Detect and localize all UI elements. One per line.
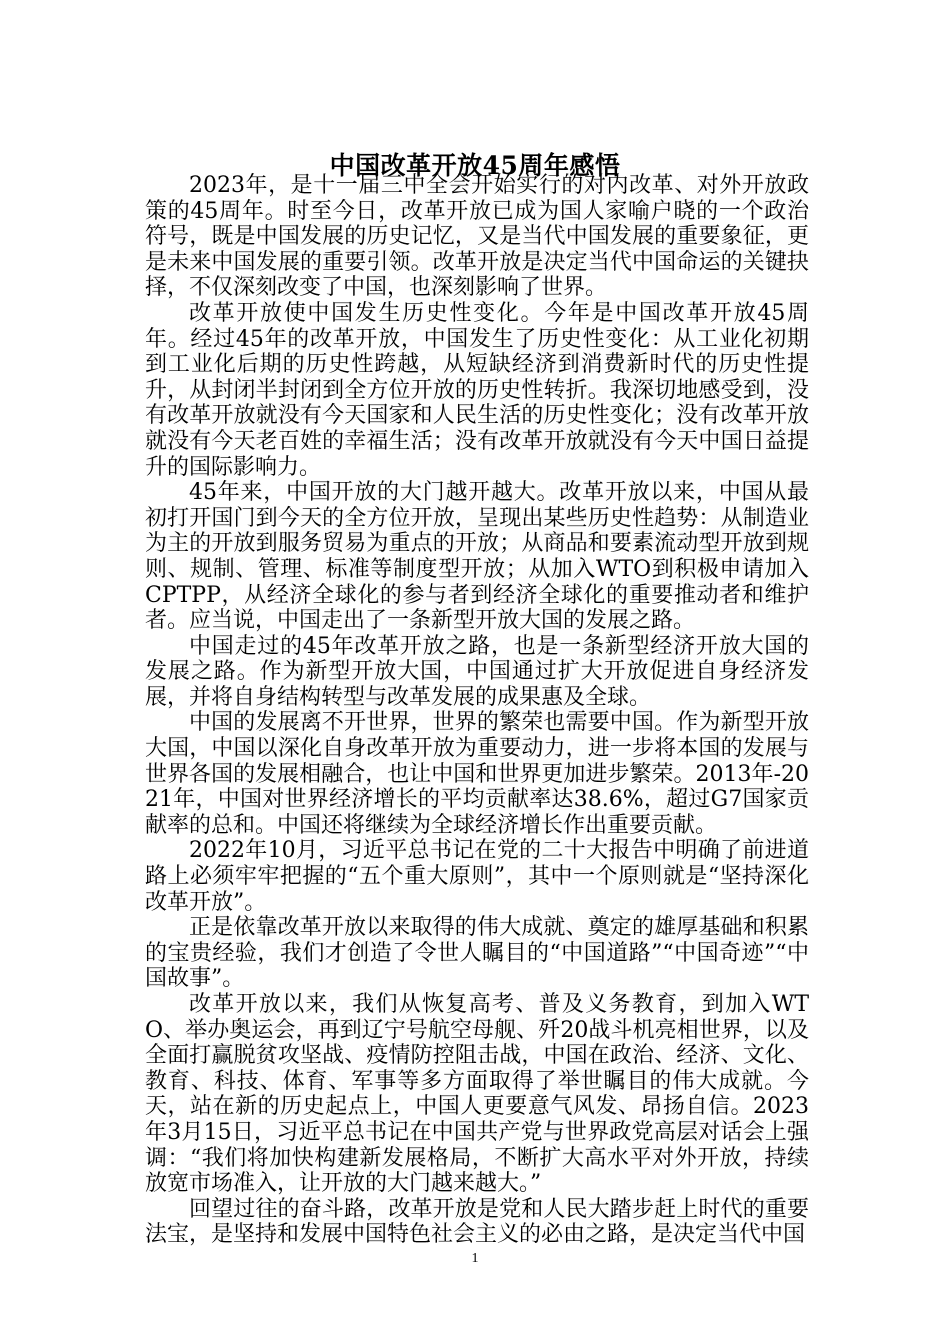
paragraph-8: 改革开放以来，我们从恢复高考、普及义务教育，到加入WTO、举办奥运会，再到辽宁号航空母舰、歼20战斗机亮相世界，以及全面打赢脱贫攻坚战、疫情防控阻击战，中国在政治、经济、文化、教育、科技、体育、军事等多方面取得了举世瞩目的伟大成就。今天，站在新的历史起点上，中国人更要意气风发、昂扬自信。2023年3月15日，习近平总书记在中国共产党与世界政党高层对话会上强调：“我们将加快构建新发展格局，不断扩大高水平对外开放，持续放宽市场准入，让开放的大门越来越大。” — [145, 992, 809, 1197]
paragraph-6: 2022年10月，习近平总书记在党的二十大报告中明确了前进道路上必须牢牢把握的“五个重大原则”，其中一个原则就是“坚持深化改革开放”。 — [145, 838, 809, 915]
paragraph-3: 45年来，中国开放的大门越开越大。改革开放以来，中国从最初打开国门到今天的全方位开放，呈现出某些历史性趋势：从制造业为主的开放到服务贸易为重点的开放；从商品和要素流动型开放到规则、规制、管理、标准等制度型开放；从加入WTO到积极申请加入CPTPP，从经济全球化的参与者到经济全球化的重要推动者和维护者。应当说，中国走出了一条新型开放大国的发展之路。 — [145, 480, 809, 634]
paragraph-7: 正是依靠改革开放以来取得的伟大成就、奠定的雄厚基础和积累的宝贵经验，我们才创造了令世人瞩目的“中国道路”“中国奇迹”“中国故事”。 — [145, 915, 809, 992]
document-body — [145, 173, 809, 1248]
paragraph-4: 中国走过的45年改革开放之路，也是一条新型经济开放大国的发展之路。作为新型开放大国，中国通过扩大开放促进自身经济发展，并将自身结构转型与改革发展的成果惠及全球。 — [145, 633, 809, 710]
paragraph-1: 2023年，是十一届三中全会开始实行的对内改革、对外开放政策的45周年。时至今日，改革开放已成为国人家喻户晓的一个政治符号，既是中国发展的历史记忆，又是当代中国发展的重要象征，更是未来中国发展的重要引领。改革开放是决定当代中国命运的关键抉择，不仅深刻改变了中国，也深刻影响了世界。 — [145, 173, 809, 301]
paragraph-2: 改革开放使中国发生历史性变化。今年是中国改革开放45周年。经过45年的改革开放，中国发生了历史性变化：从工业化初期到工业化后期的历史性跨越，从短缺经济到消费新时代的历史性提升，从封闭半封闭到全方位开放的历史性转折。我深切地感受到，没有改革开放就没有今天国家和人民生活的历史性变化；没有改革开放就没有今天老百姓的幸福生活；没有改革开放就没有今天中国日益提升的国际影响力。 — [145, 300, 809, 480]
paragraph-9: 回望过往的奋斗路，改革开放是党和人民大踏步赶上时代的重要法宝，是坚持和发展中国特色社会主义的必由之路，是决定当代中国 — [145, 1196, 809, 1248]
page-number: 1 — [471, 1251, 479, 1266]
document-title: 中国改革开放45周年感悟 — [329, 150, 621, 180]
paragraph-5: 中国的发展离不开世界，世界的繁荣也需要中国。作为新型开放大国，中国以深化自身改革开放为重要动力，进一步将本国的发展与世界各国的发展相融合，也让中国和世界更加进步繁荣。2013年-2021年，中国对世界经济增长的平均贡献率达38.6%，超过G7国家贡献率的总和。中国还将继续为全球经济增长作出重要贡献。 — [145, 710, 809, 838]
